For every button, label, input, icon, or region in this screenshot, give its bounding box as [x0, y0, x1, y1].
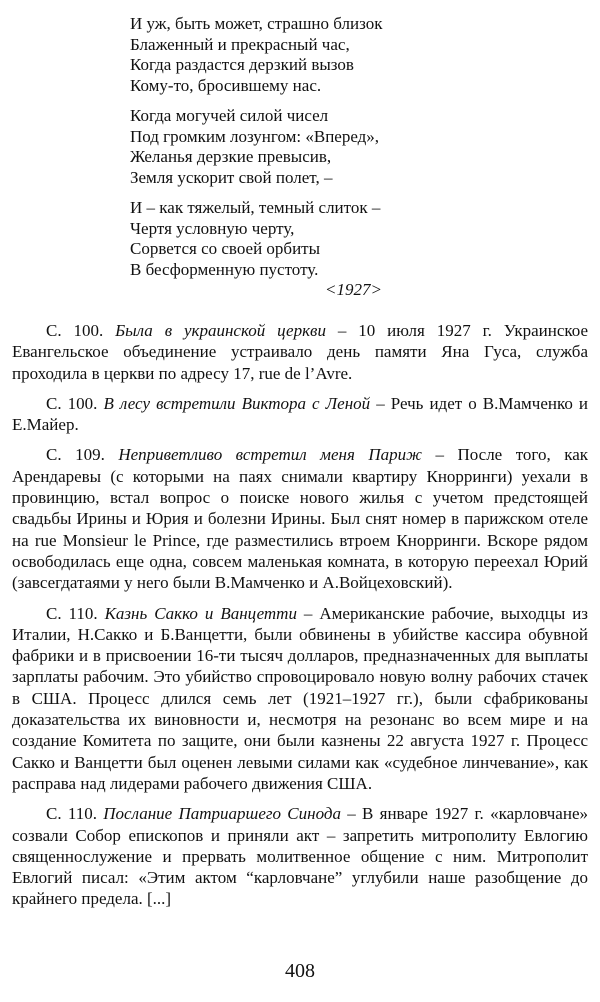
- note-text: – Американские рабочие, выходцы из Италии, Н.Сакко и Б.Ванцетти, были обвинены в убийстве кассира обувной фабрики и в присвоении 16-ти тысяч долларов, предназначенных для выплаты зарплаты рабочим. Это убийство спровоцировало новую волну рабочих стачек в США. Процесс длился семь лет (1921–1927 гг.), были сфабрикованы доказательства их виновности и, несмотря на резонанс во всем мире и на создание Комитета по защите, они были казнены 22 августа 1927 г. Процесс Сакко и Ванцетти был оценен левыми силами как «судебное линчевание», как расправа над лидерами рабочего движения США.: [12, 603, 589, 793]
- stanza: [130, 14, 460, 96]
- note: [12, 603, 588, 795]
- poem-line: И – как тяжелый, темный слиток –: [130, 198, 381, 217]
- poem-line: В бесформенную пустоту.: [130, 259, 319, 279]
- note-text: – 10 июля 1927 г. Украинское Евангельское объединение устраивало день памяти Яна Гуса, служба проходила в церкви по адресу 17, rue de l’Avre.: [12, 321, 589, 383]
- poem-line: Земля ускорит свой полет, –: [130, 167, 333, 187]
- note-title: Была в украинской церкви: [115, 321, 326, 340]
- note-text: – После того, как Арендаревы (с которыми на паях снимали квартиру Кнорринги) уехали в провинцию, встал вопрос о поиске нового жилья с учетом предстоящей свадьбы Ирины и Юрия и болезни Ирины. Был снят номер в парижском отеле на rue Monsieur le Prince, где разместились втроем Кнорринги. Вскоре рядом освободилась еще одна, совсем маленькая комната, в которую переехал Юрий (завсегдатаями у него были В.Мамченко и А.Войцеховский).: [12, 445, 589, 593]
- poem-line: Под громким лозунгом: «Вперед»,: [130, 126, 380, 146]
- notes-section: [12, 320, 588, 919]
- poem-date: <1927>: [325, 280, 382, 299]
- note-ref: С. 110.: [46, 804, 97, 824]
- note: [12, 393, 588, 436]
- note-ref: С. 109.: [46, 445, 105, 465]
- poem: [130, 14, 460, 301]
- poem-line: Чертя условную черту,: [130, 218, 295, 238]
- note-ref: С. 100.: [46, 393, 98, 413]
- note-ref: С. 110.: [46, 603, 98, 623]
- note-title: Послание Патриаршего Синода: [103, 804, 341, 824]
- note: [12, 320, 588, 384]
- poem-line: Кому-то, бросившему нас.: [130, 75, 322, 95]
- note-text: – Речь идет о В.Мамченко и Е.Майер.: [12, 393, 589, 435]
- stanza: [130, 198, 460, 280]
- stanza: [130, 106, 460, 188]
- note-ref: С. 100.: [46, 321, 104, 340]
- poem-line: Желанья дерзкие превысив,: [130, 147, 332, 166]
- note-title: В лесу встретили Виктора с Леной: [103, 393, 371, 413]
- note: [12, 803, 588, 909]
- note-text: – В январе 1927 г. «карловчане» созвали Собор епископов и приняли акт – запретить митрополиту Евлогию священнослужение и прервать молитвенное общение с ним. Митрополит Евлогий писал: «Этим актом “карловчане” углубили наше разобщение до крайнего предела. [...]: [12, 804, 588, 909]
- poem-line: И уж, быть может, страшно близок: [130, 14, 383, 33]
- poem-line: Блаженный и прекрасный час,: [130, 34, 350, 54]
- poem-line: Когда раздастся дерзкий вызов: [130, 55, 354, 74]
- note-title: Неприветливо встретил меня Париж: [118, 445, 422, 465]
- poem-line: Когда могучей силой чисел: [130, 106, 329, 125]
- page-number: 408: [285, 960, 315, 982]
- note-title: Казнь Сакко и Ванцетти: [104, 603, 297, 623]
- note: [12, 444, 588, 593]
- poem-line: Сорвется со своей орбиты: [130, 239, 321, 258]
